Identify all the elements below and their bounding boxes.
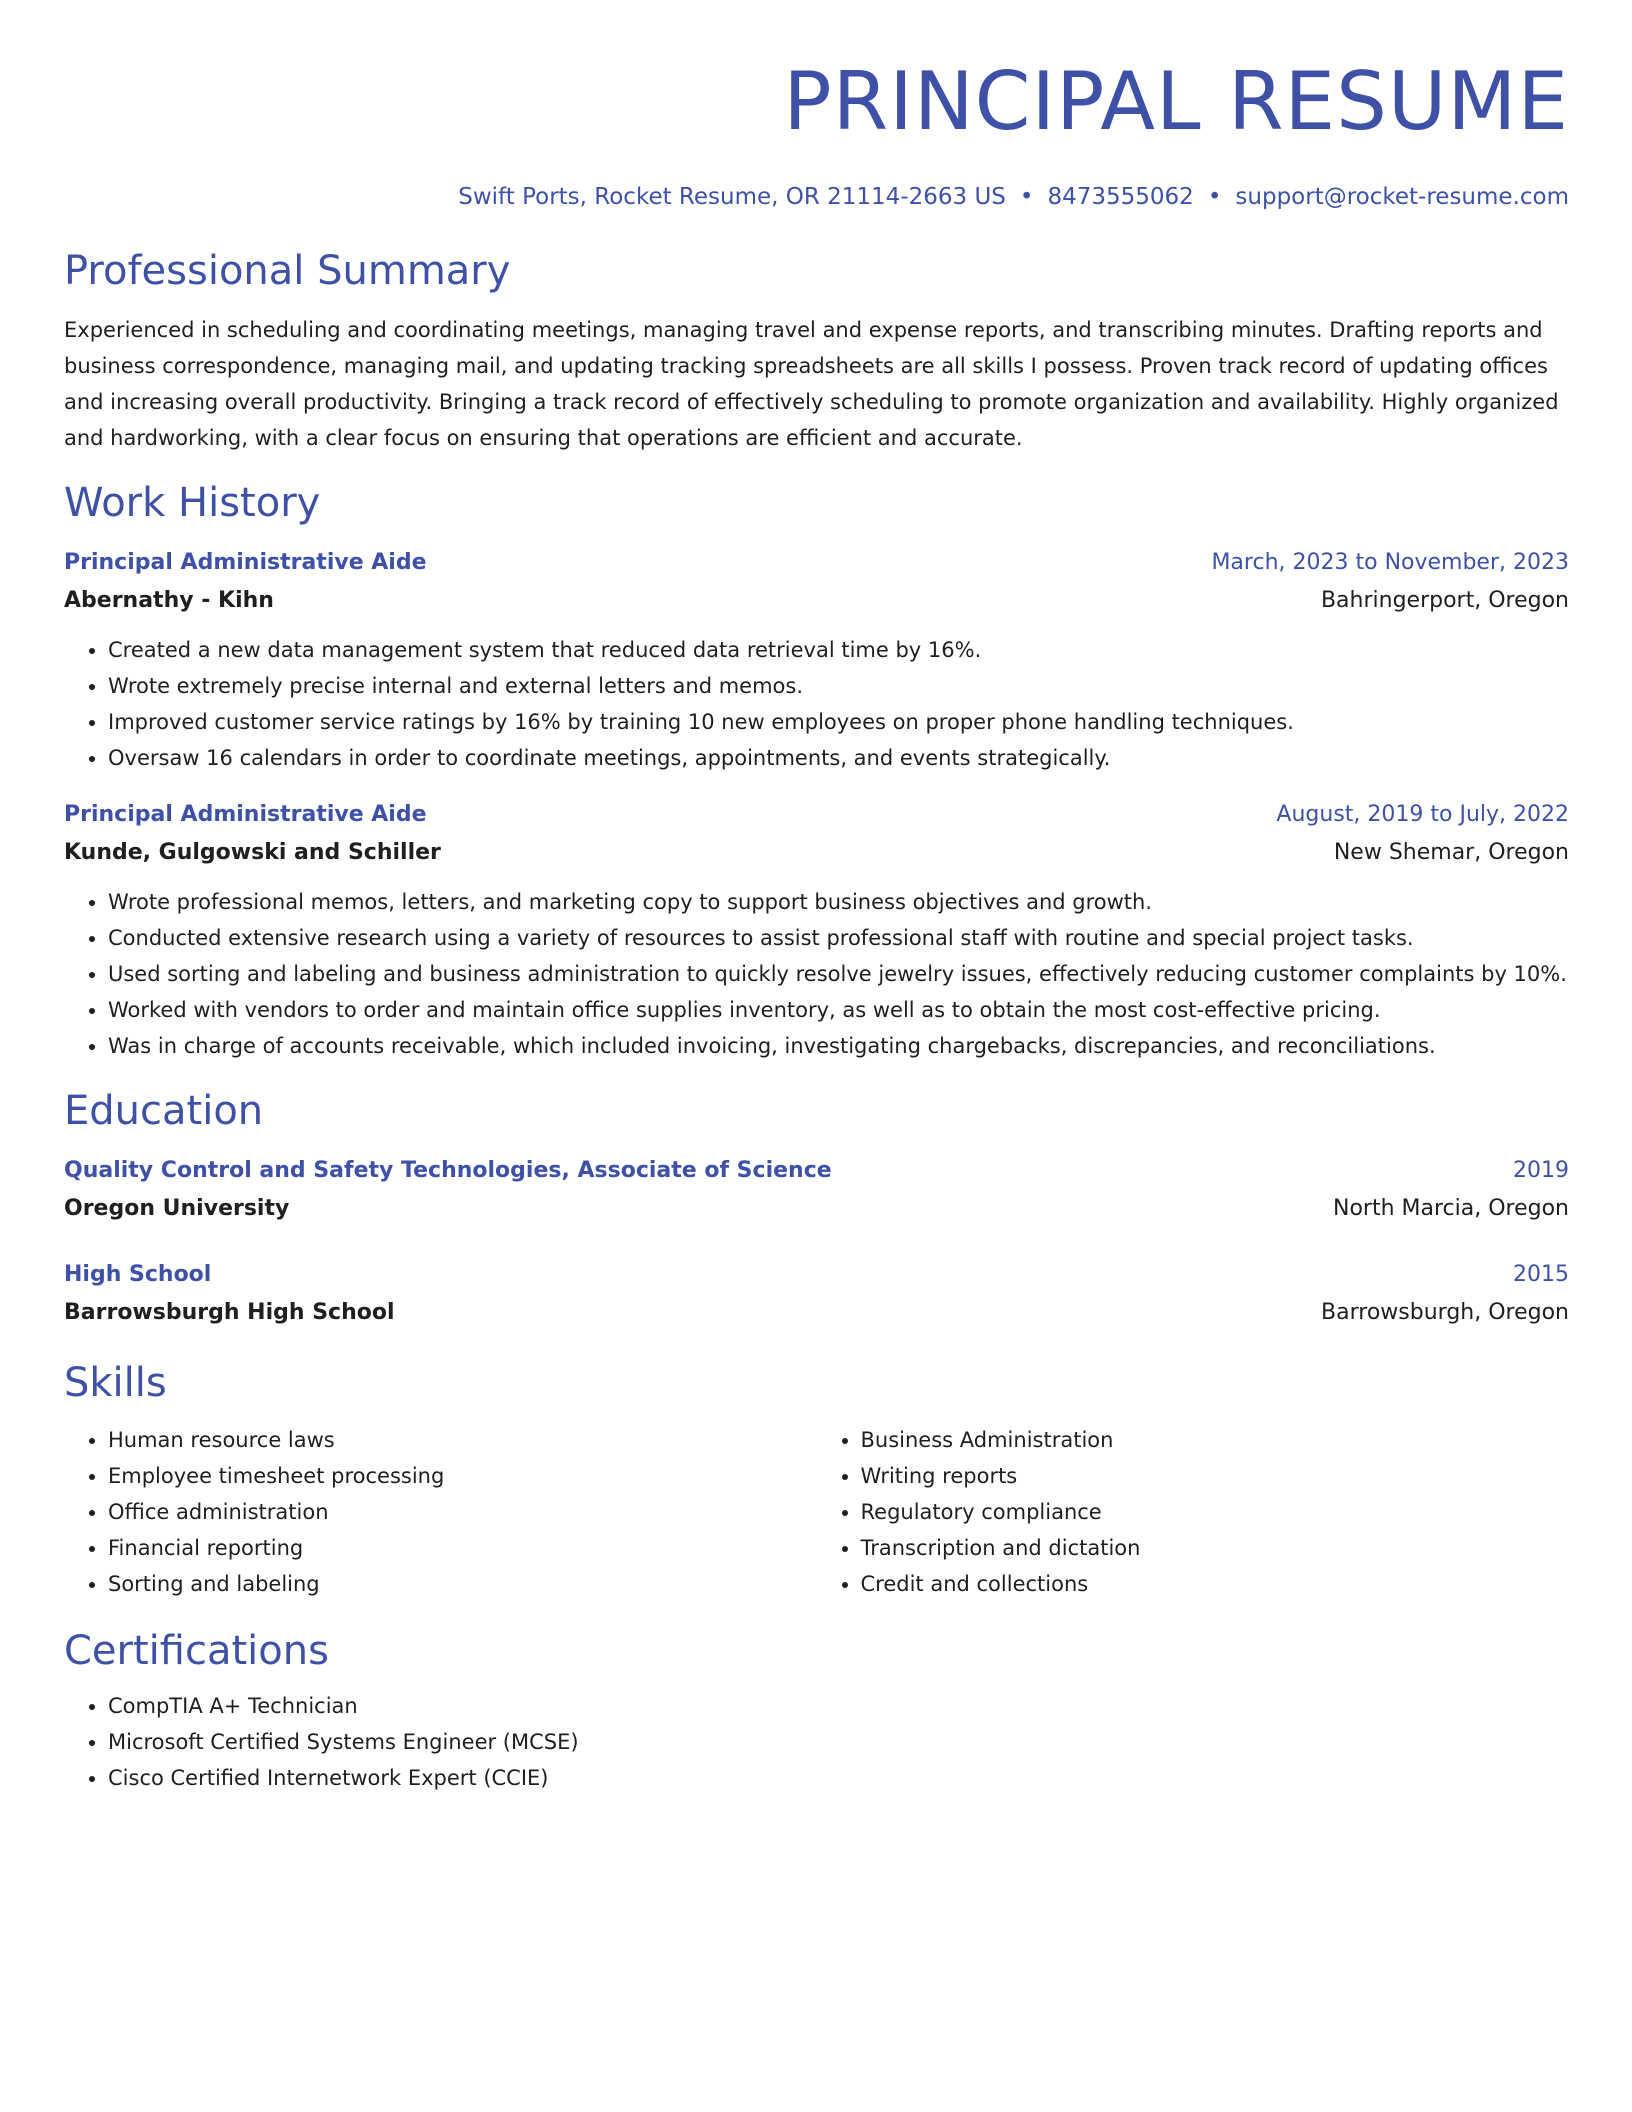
work-history-heading: Work History bbox=[64, 480, 321, 526]
job-location: Bahringerport, Oregon bbox=[1320, 588, 1569, 613]
education-school-row bbox=[64, 1190, 1569, 1228]
education-degree: Quality Control and Safety Technologies, Associate of Science bbox=[64, 1158, 832, 1183]
education-year: 2019 bbox=[1513, 1158, 1569, 1183]
contact-line bbox=[64, 182, 1569, 212]
education-entry bbox=[64, 1152, 1569, 1228]
job-bullet: • Conducted extensive research using a variety of resources to assist professional staff with routine and special project tasks. bbox=[108, 920, 1569, 956]
job-entry bbox=[64, 796, 1569, 1064]
certification-item: • Microsoft Certified Systems Engineer (MCSE) bbox=[108, 1724, 1569, 1760]
contact-email: support@rocket-resume.com bbox=[1235, 184, 1569, 210]
job-bullet: • Wrote professional memos, letters, and marketing copy to support business objectives and growth. bbox=[108, 884, 1569, 920]
contact-separator: • bbox=[1019, 184, 1034, 210]
skill-item: • Employee timesheet processing bbox=[108, 1458, 817, 1494]
job-title: Principal Administrative Aide bbox=[64, 802, 427, 827]
job-bullet: • Worked with vendors to order and maintain office supplies inventory, as well as to obtain the most cost-effective pricing. bbox=[108, 992, 1569, 1028]
job-bullet: • Used sorting and labeling and business administration to quickly resolve jewelry issues, effectively reducing customer complaints by 10%. bbox=[108, 956, 1569, 992]
job-company: Abernathy - Kihn bbox=[64, 588, 274, 613]
certification-item: • CompTIA A+ Technician bbox=[108, 1688, 1569, 1724]
job-bullet: • Was in charge of accounts receivable, which included invoicing, investigating chargebacks, discrepancies, and reconciliations. bbox=[108, 1028, 1569, 1064]
education-degree-row bbox=[64, 1256, 1569, 1294]
resume-name: PRINCIPAL RESUME bbox=[783, 55, 1569, 148]
certifications-heading: Certifications bbox=[64, 1628, 329, 1674]
job-entry bbox=[64, 544, 1569, 776]
contact-phone: 8473555062 bbox=[1047, 184, 1194, 210]
education-location: Barrowsburgh, Oregon bbox=[1321, 1300, 1569, 1325]
job-header-row bbox=[64, 796, 1569, 834]
education-school: Oregon University bbox=[64, 1196, 290, 1221]
contact-separator: • bbox=[1207, 184, 1222, 210]
job-company-row bbox=[64, 834, 1569, 872]
job-bullet: • Oversaw 16 calendars in order to coordinate meetings, appointments, and events strategically. bbox=[108, 740, 1569, 776]
skill-item: • Financial reporting bbox=[108, 1530, 817, 1566]
education-heading: Education bbox=[64, 1088, 264, 1134]
contact-address: Swift Ports, Rocket Resume, OR 21114-2663 US bbox=[458, 184, 1006, 210]
education-year: 2015 bbox=[1513, 1262, 1569, 1287]
skill-item: • Business Administration bbox=[861, 1422, 1570, 1458]
job-bullet: • Improved customer service ratings by 16% by training 10 new employees on proper phone handling techniques. bbox=[108, 704, 1569, 740]
skill-item: • Human resource laws bbox=[108, 1422, 817, 1458]
education-school: Barrowsburgh High School bbox=[64, 1300, 395, 1325]
summary-text: Experienced in scheduling and coordinating meetings, managing travel and expense reports, and transcribing minutes. Drafting reports and business correspondence, managing mail, and updating tracking spreadsheets are all skills I possess. Proven track record of updating offices and increasing overall productivity. Bringing a track record of effectively scheduling to promote organization and availability. Highly organized and hardworking, with a clear focus on ensuring that operations are efficient and accurate. bbox=[64, 318, 1559, 450]
education-entry bbox=[64, 1256, 1569, 1332]
resume-header bbox=[64, 52, 1569, 212]
education-degree-row bbox=[64, 1152, 1569, 1190]
job-dates: August, 2019 to July, 2022 bbox=[1276, 802, 1569, 827]
certification-item: • Cisco Certified Internetwork Expert (CCIE) bbox=[108, 1760, 1569, 1796]
job-company: Kunde, Gulgowski and Schiller bbox=[64, 840, 441, 865]
education-degree: High School bbox=[64, 1262, 212, 1287]
skills-heading: Skills bbox=[64, 1360, 167, 1406]
job-header-row bbox=[64, 544, 1569, 582]
skill-item: • Office administration bbox=[108, 1494, 817, 1530]
certifications-list bbox=[64, 1688, 1569, 1796]
skills-column-left bbox=[64, 1422, 817, 1602]
education-location: North Marcia, Oregon bbox=[1332, 1196, 1569, 1221]
skills-column-right bbox=[817, 1422, 1570, 1602]
job-title: Principal Administrative Aide bbox=[64, 550, 427, 575]
skill-item: • Transcription and dictation bbox=[861, 1530, 1570, 1566]
job-dates: March, 2023 to November, 2023 bbox=[1211, 550, 1569, 575]
skill-item: • Credit and collections bbox=[861, 1566, 1570, 1602]
skill-item: • Regulatory compliance bbox=[861, 1494, 1570, 1530]
job-company-row bbox=[64, 582, 1569, 620]
job-bullet: • Wrote extremely precise internal and external letters and memos. bbox=[108, 668, 1569, 704]
job-bullets bbox=[64, 884, 1569, 1064]
job-bullet: • Created a new data management system that reduced data retrieval time by 16%. bbox=[108, 632, 1569, 668]
summary-heading: Professional Summary bbox=[64, 248, 511, 294]
skill-item: • Writing reports bbox=[861, 1458, 1570, 1494]
education-school-row bbox=[64, 1294, 1569, 1332]
skills-grid bbox=[64, 1422, 1569, 1602]
job-location: New Shemar, Oregon bbox=[1333, 840, 1569, 865]
skill-item: • Sorting and labeling bbox=[108, 1566, 817, 1602]
job-bullets bbox=[64, 632, 1569, 776]
